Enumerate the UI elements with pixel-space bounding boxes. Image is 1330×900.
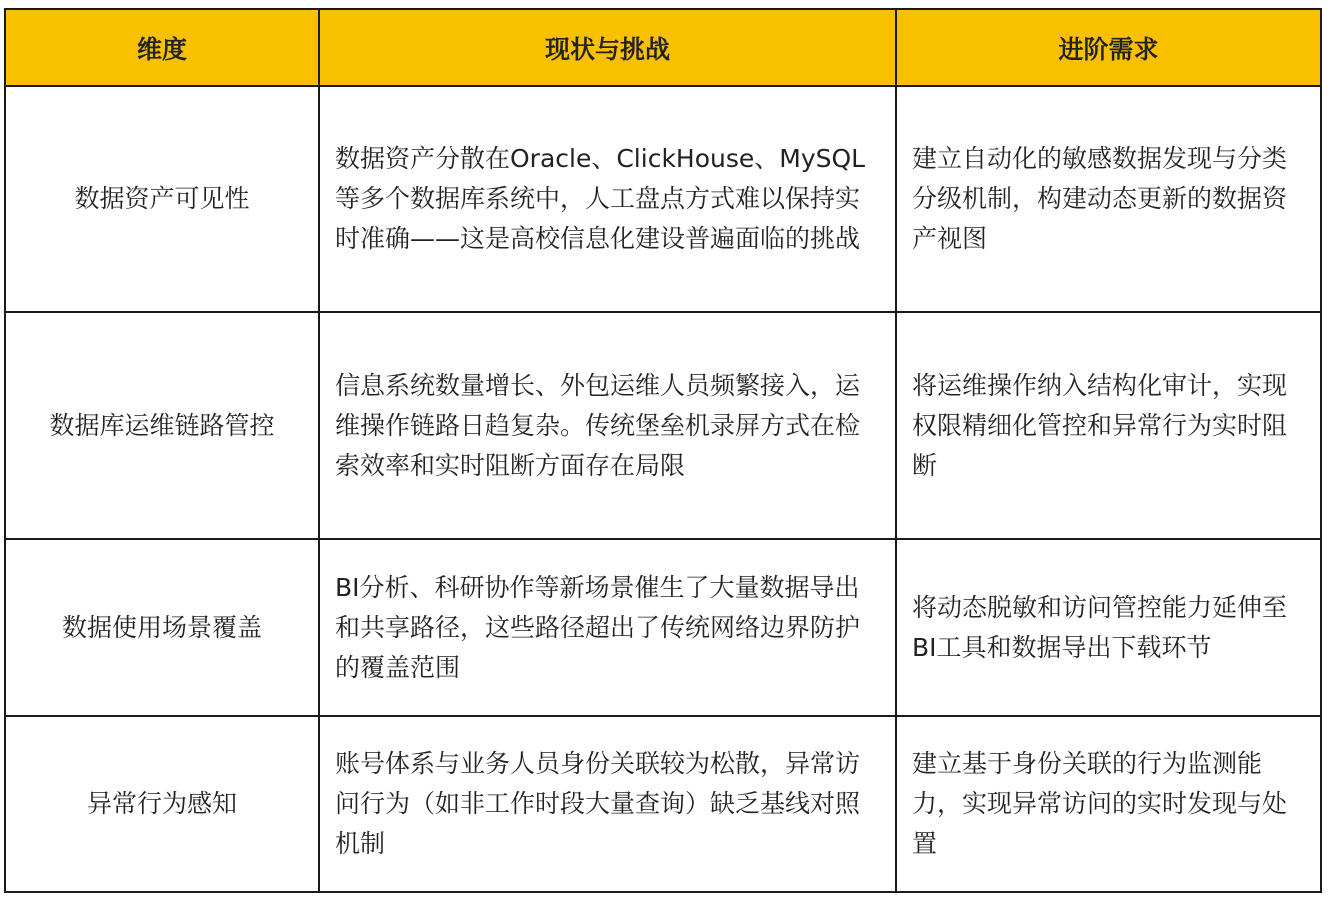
- cell-dimension: 异常行为感知: [5, 716, 319, 892]
- table-row: [5, 86, 1321, 312]
- header-need: 进阶需求: [896, 9, 1321, 86]
- cell-need: 将动态脱敏和访问管控能力延伸至BI工具和数据导出下载环节: [896, 539, 1321, 716]
- cell-status: 信息系统数量增长、外包运维人员频繁接入，运维操作链路日趋复杂。传统堡垒机录屏方式在检索效率和实时阻断方面存在局限: [319, 312, 896, 539]
- cell-dimension: 数据库运维链路管控: [5, 312, 319, 539]
- cell-need: 建立基于身份关联的行为监测能力，实现异常访问的实时发现与处置: [896, 716, 1321, 892]
- cell-dimension: 数据使用场景覆盖: [5, 539, 319, 716]
- table-header-row: [5, 9, 1321, 86]
- header-dimension: 维度: [5, 9, 319, 86]
- table-row: [5, 539, 1321, 716]
- cell-status: BI分析、科研协作等新场景催生了大量数据导出和共享路径，这些路径超出了传统网络边界防护的覆盖范围: [319, 539, 896, 716]
- requirements-table: [4, 8, 1322, 893]
- cell-need: 将运维操作纳入结构化审计，实现权限精细化管控和异常行为实时阻断: [896, 312, 1321, 539]
- header-status: 现状与挑战: [319, 9, 896, 86]
- cell-need: 建立自动化的敏感数据发现与分类分级机制，构建动态更新的数据资产视图: [896, 86, 1321, 312]
- cell-dimension: 数据资产可见性: [5, 86, 319, 312]
- table-row: [5, 312, 1321, 539]
- cell-status: 数据资产分散在Oracle、ClickHouse、MySQL等多个数据库系统中，人工盘点方式难以保持实时准确——这是高校信息化建设普遍面临的挑战: [319, 86, 896, 312]
- cell-status: 账号体系与业务人员身份关联较为松散，异常访问行为（如非工作时段大量查询）缺乏基线对照机制: [319, 716, 896, 892]
- table-row: [5, 716, 1321, 892]
